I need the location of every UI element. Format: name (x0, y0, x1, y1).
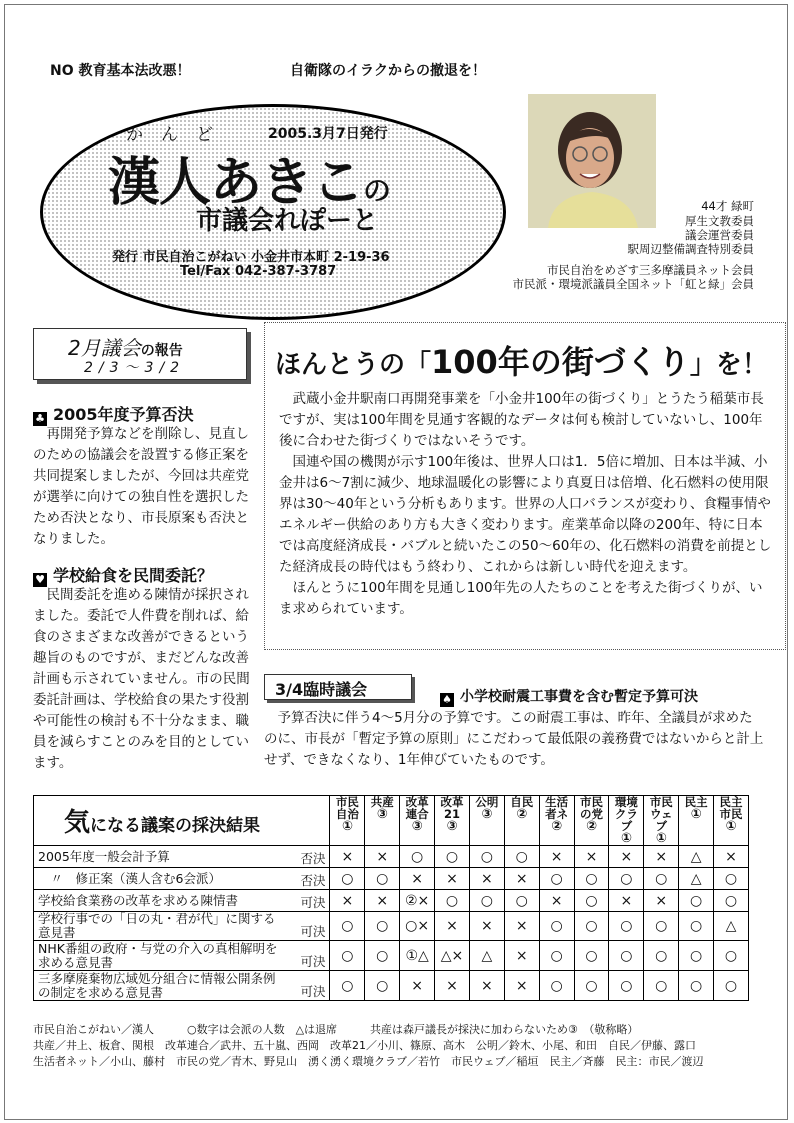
vote-item-result: 可決 (286, 890, 330, 912)
vote-mark: × (644, 846, 679, 868)
vote-item-name: 学校給食業務の改革を求める陳情書 (34, 890, 287, 912)
vote-mark: × (504, 868, 539, 890)
vote-mark: ○ (539, 912, 574, 941)
vote-mark: × (714, 846, 749, 868)
lunch-heading (33, 563, 213, 587)
vote-mark: ○ (365, 971, 400, 1001)
vote-item-name: 2005年度一般会計予算 (34, 846, 287, 868)
vote-table-title (34, 796, 330, 846)
masthead-title-name: 漢人あきこ (108, 153, 364, 213)
lead-article-box (264, 322, 786, 650)
vote-mark: ○ (574, 941, 609, 971)
heart-icon: ♥ (33, 573, 47, 587)
vote-mark: ②× (400, 890, 435, 912)
lead-headline-main: 100年の街づくり (431, 343, 690, 381)
party-header: 生活 者ネ ② (539, 796, 574, 846)
publisher: 発行 市民自治こがねい 小金井市本町 2-19-36 (112, 250, 390, 265)
spade-icon: ♠ (440, 693, 454, 707)
vote-mark: △ (469, 941, 504, 971)
vote-mark: △ (679, 846, 714, 868)
vote-mark: × (330, 890, 365, 912)
vote-item-result: 可決 (286, 912, 330, 941)
lead-headline-post: 」を！ (689, 350, 768, 380)
footer-members: 共産／井上、板倉、関根 改革連合／武井、五十嵐、西岡 改革21／小川、篠原、高木 公明／鈴木、小尾、和田 自民／伊藤、露口 (33, 1039, 696, 1052)
vote-mark: ○ (609, 912, 644, 941)
vote-mark: × (504, 912, 539, 941)
budget-heading-text: 2005年度予算否決 (53, 405, 194, 424)
vote-mark: ○ (435, 890, 470, 912)
special-body: 予算否決に伴う4〜5月分の予算です。この耐震工事は、昨年、全議員が求めたのに、市長が「暫定予算の原則」にこだわって最低限の義務費ではないからと計上せず、できなくなり、1年伸びていたものです。 (264, 710, 764, 768)
lead-headline-pre: ほんとうの「 (275, 350, 432, 380)
vote-mark: ○ (644, 941, 679, 971)
vote-mark: × (469, 868, 504, 890)
party-header: 公明 ③ (469, 796, 504, 846)
budget-heading (33, 402, 194, 426)
vote-mark: ○ (609, 868, 644, 890)
profile-role: 駅周辺整備調査特別委員 (627, 242, 754, 256)
party-header: 市民 ウェブ ① (644, 796, 679, 846)
issue-date: 2005.3月7日発行 (268, 126, 388, 142)
club-icon: ♣ (33, 412, 47, 426)
vote-mark: ○ (539, 868, 574, 890)
profile-role: 厚生文教委員 (685, 214, 754, 228)
lunch-heading-text: 学校給食を民間委託？ (53, 566, 214, 585)
report-title-small: の報告 (140, 343, 183, 359)
party-header: 市民 の党 ② (574, 796, 609, 846)
vote-mark: × (469, 971, 504, 1001)
masthead-title-no: の (363, 174, 392, 207)
vote-item-result: 否決 (286, 846, 330, 868)
vote-mark: ○ (574, 912, 609, 941)
vote-mark: × (539, 846, 574, 868)
vote-mark: △× (435, 941, 470, 971)
vote-mark: × (365, 846, 400, 868)
vote-mark: ○ (504, 890, 539, 912)
profile-role: 市民自治をめざす三多摩議員ネット会員 (547, 263, 754, 277)
slogan-iraq: 自衛隊のイラクからの撤退を！ (290, 63, 486, 79)
report-title-big: 2月議会 (68, 336, 141, 360)
vote-item-name: 学校行事での「日の丸・君が代」に関する意見書 (34, 912, 287, 941)
party-header: 市民 自治 ① (330, 796, 365, 846)
vote-mark: ○ (679, 912, 714, 941)
vote-mark: × (539, 890, 574, 912)
vote-row (34, 868, 749, 890)
vote-mark: × (400, 971, 435, 1001)
vote-mark: ○× (400, 912, 435, 941)
vote-mark: ○ (644, 912, 679, 941)
vote-mark: ○ (365, 868, 400, 890)
profile-age-area: 44才 緑町 (701, 199, 754, 213)
vote-mark: ○ (679, 971, 714, 1001)
vote-mark: ○ (679, 890, 714, 912)
vote-mark: ○ (679, 941, 714, 971)
portrait-photo (528, 94, 656, 228)
report-dates: 2/3〜3/2 (84, 360, 186, 376)
lead-paragraph: 武蔵小金井駅南口再開発事業を「小金井100年の街づくり」とうたう稲葉市長ですが、実は100年間を見通す客観的なデータは何も検討していないし、100年後に合わせた街づくりではないそうです。 (279, 391, 764, 449)
vote-item-result: 否決 (286, 868, 330, 890)
vote-mark: △ (714, 912, 749, 941)
vote-row (34, 971, 749, 1001)
vote-mark: × (609, 890, 644, 912)
vote-mark: ○ (574, 868, 609, 890)
vote-mark: ○ (714, 890, 749, 912)
vote-mark: ○ (574, 971, 609, 1001)
lead-paragraph: ほんとうに100年間を見通し100年先の人たちのことを考えた街づくりが、いま求められています。 (279, 580, 763, 617)
vote-mark: ○ (330, 971, 365, 1001)
vote-mark: ○ (365, 941, 400, 971)
vote-mark: ○ (714, 868, 749, 890)
party-header: 改革 連合 ③ (400, 796, 435, 846)
vote-mark: ○ (714, 941, 749, 971)
party-header: 共産 ③ (365, 796, 400, 846)
vote-mark: × (469, 912, 504, 941)
vote-mark: × (504, 941, 539, 971)
lead-body (279, 389, 775, 620)
tel-fax: Tel/Fax 042-387-3787 (180, 264, 337, 279)
vote-title-rest: になる議案の採決結果 (90, 816, 261, 836)
vote-mark: ○ (469, 890, 504, 912)
report-title-box (33, 328, 247, 380)
vote-item-name: 三多摩廃棄物広域処分組合に情報公開条例の制定を求める意見書 (34, 971, 287, 1001)
vote-item-result: 可決 (286, 941, 330, 971)
vote-mark: × (330, 846, 365, 868)
vote-results-table (33, 795, 749, 1001)
vote-mark: ○ (644, 868, 679, 890)
lead-paragraph: 国連や国の機関が示す100年後は、世界人口は1．5倍に増加、日本は半減、小金井は6〜7割に減少、地球温暖化の影響により真夏日は倍増、化石燃料の使用限界は30〜40年という分析もあります。世界の人口バランスが変わり、食糧事情やエネルギー供給のあり方も大きく変わります。産業革命以降の200年、特に日本では高度経済成長・バブルと続いたこの50〜60年の、化石燃料の消費を前提とした経済成長の時代はもう終わり、これからは新しい時代を迎えます。 (279, 454, 772, 575)
vote-mark: ○ (330, 912, 365, 941)
vote-mark: × (504, 971, 539, 1001)
vote-mark: ○ (400, 846, 435, 868)
vote-row (34, 912, 749, 941)
vote-mark: ○ (330, 941, 365, 971)
profile-role: 議会運営委員 (685, 228, 754, 242)
masthead-kana: かんど (126, 125, 231, 145)
special-session-title: 3/4臨時議会 (275, 680, 368, 699)
lunch-body: 民間委託を進める陳情が採択されました。委託で人件費を削れば、給食のさまざまな改善ができるという趣旨のものですが、まだどんな改善計画も示されていません。市の民間委託計画は、学校給食の果たす役割や可能性の検討も不十分なまま、職員を減らすことのみを目的としています。 (33, 587, 250, 771)
footer-legend: 市民自治こがねい／漢人 ○数字は会派の人数 △は退席 共産は森戸議長が採決に加わらないため③ （敬称略） (33, 1023, 639, 1036)
vote-mark: ○ (365, 912, 400, 941)
vote-mark: ○ (539, 941, 574, 971)
vote-mark: ○ (609, 941, 644, 971)
lead-headline (275, 337, 768, 383)
budget-body: 再開発予算などを削除し、見直しのための協議会を設置する修正案を共同提案しましたが、今回は共産党が選挙に向けての独自性を選択したため否決となり、市長原案も否決となりました。 (33, 426, 249, 547)
vote-title-ki: 気 (64, 808, 91, 838)
vote-mark: ○ (469, 846, 504, 868)
party-header: 改革 21 ③ (435, 796, 470, 846)
vote-item-name: NHK番組の政府・与党の介入の真相解明を求める意見書 (34, 941, 287, 971)
vote-mark: × (644, 890, 679, 912)
vote-mark: × (574, 846, 609, 868)
vote-mark: × (435, 868, 470, 890)
masthead-subtitle: 市議会れぽーと (196, 206, 379, 236)
vote-mark: × (365, 890, 400, 912)
party-header: 環境 クラブ ① (609, 796, 644, 846)
profile-role: 市民派・環境派議員全国ネット「虹と緑」会員 (512, 277, 754, 291)
vote-row (34, 890, 749, 912)
vote-mark: × (435, 912, 470, 941)
vote-mark: ○ (644, 971, 679, 1001)
vote-mark: ○ (609, 971, 644, 1001)
vote-mark: ○ (435, 846, 470, 868)
footer-members: 生活者ネット／小山、藤村 市民の党／青木、野見山 湧く湧く環境クラブ／若竹 市民ウェブ／稲垣 民主／斉藤 民主：市民／渡辺 (33, 1055, 704, 1068)
vote-mark: ○ (574, 890, 609, 912)
vote-item-result: 可決 (286, 971, 330, 1001)
party-header: 民主 市民 ① (714, 796, 749, 846)
special-heading-text: 小学校耐震工事費を含む暫定予算可決 (460, 689, 698, 705)
vote-mark: × (435, 971, 470, 1001)
vote-mark: × (400, 868, 435, 890)
slogan-education: NO 教育基本法改悪！ (50, 63, 191, 79)
vote-mark: ○ (539, 971, 574, 1001)
vote-row (34, 941, 749, 971)
party-header: 自民 ② (504, 796, 539, 846)
vote-mark: △ (679, 868, 714, 890)
vote-mark: × (609, 846, 644, 868)
special-session-box (264, 674, 412, 700)
vote-mark: ○ (714, 971, 749, 1001)
vote-item-name: 〃 修正案（漢人含む6会派） (34, 868, 287, 890)
vote-mark: ①△ (400, 941, 435, 971)
vote-mark: ○ (504, 846, 539, 868)
special-heading (440, 686, 698, 707)
vote-mark: ○ (330, 868, 365, 890)
vote-row (34, 846, 749, 868)
party-header: 民主 ① (679, 796, 714, 846)
